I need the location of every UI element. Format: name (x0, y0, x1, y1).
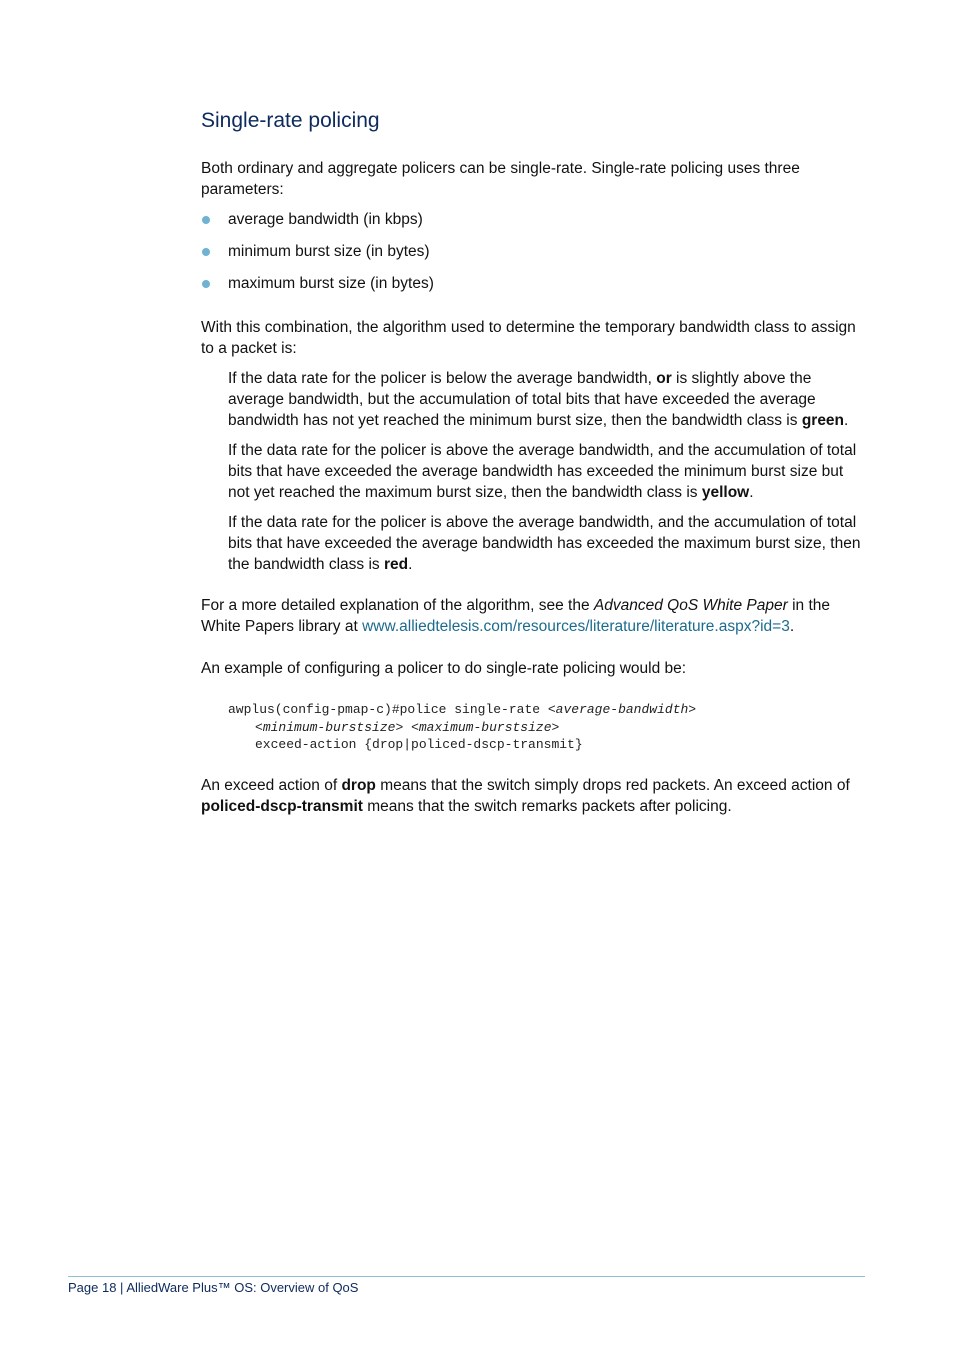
code-arg-maximum-burstsize: maximum-burstsize (418, 719, 552, 735)
class-red: red (383, 556, 409, 573)
code-bracket: > (688, 702, 697, 717)
red-rule-paragraph (228, 512, 866, 575)
white-paper-title: Advanced QoS White Paper (593, 597, 788, 614)
list-item (201, 209, 866, 230)
code-block (228, 701, 866, 754)
code-line (228, 736, 866, 754)
code-bracket: > (395, 719, 404, 735)
rule-text: If the data rate for the policer is above the average bandwidth, and the accumulation of total bits that have exceeded the average bandwidth has exceeded the maximum burst size, then the bandwidth class is (228, 514, 861, 573)
code-bracket: < (547, 702, 556, 717)
parameter-label: minimum burst size (in bytes) (228, 243, 430, 260)
list-item (201, 273, 866, 294)
intro-paragraph: Both ordinary and aggregate policers can be single-rate. Single-rate policing uses three parameters: (201, 160, 800, 198)
explanation-text: An exceed action of (201, 776, 342, 794)
exceed-explanation-paragraph (201, 775, 866, 817)
parameter-label: average bandwidth (in kbps) (228, 211, 423, 228)
footer-divider (68, 1276, 865, 1277)
bullet-icon (202, 248, 210, 256)
class-yellow: yellow (701, 484, 750, 501)
section-heading: Single-rate policing (201, 109, 380, 132)
literature-link[interactable]: www.alliedtelesis.com/resources/literature/literature.aspx?id=3 (362, 618, 790, 635)
code-command: awplus(config-pmap-c)#police single-rate (228, 702, 548, 717)
yellow-rule-paragraph (228, 440, 866, 503)
rule-end: . (749, 484, 754, 501)
rule-text: If the data rate for the policer is above the average bandwidth, and the accumulation of total bits that have exceeded the average bandwidth has exceeded the minimum burst size but not yet reached the maximum burst size, then the bandwidth class is (228, 442, 857, 501)
rule-end: . (408, 556, 413, 573)
parameter-list (201, 209, 866, 294)
example-lead-paragraph: An example of configuring a policer to do single-rate policing would be: (201, 660, 687, 677)
class-green: green (801, 412, 845, 429)
code-bracket: < (411, 719, 419, 735)
keyword-drop: drop (341, 776, 376, 794)
rule-text: is slightly above the average bandwidth, but the accumulation of total bits that have exceeded the average bandwidth has not yet reached the minimum burst size, then the bandwidth class is (228, 370, 816, 429)
more-info-end: . (789, 618, 795, 635)
code-space (403, 720, 411, 735)
code-bracket: < (255, 719, 263, 735)
code-arg-minimum-burstsize: minimum-burstsize (262, 719, 396, 735)
explanation-text: means that the switch simply drops red packets. An exceed action of (375, 776, 850, 794)
code-line (228, 719, 866, 737)
more-info-text: in the White Papers library at (201, 597, 830, 635)
bullet-icon (202, 280, 210, 288)
parameter-label: maximum burst size (in bytes) (228, 275, 434, 292)
algorithm-lead-paragraph: With this combination, the algorithm used to determine the temporary bandwidth class to assign to a packet is: (201, 319, 856, 357)
code-arg-average-bandwidth: average-bandwidth (555, 702, 689, 717)
bullet-icon (202, 216, 210, 224)
main-content (201, 106, 866, 817)
explanation-text: means that the switch remarks packets after policing. (362, 797, 732, 815)
green-rule-paragraph (228, 368, 866, 431)
rule-end: . (844, 412, 849, 429)
keyword-policed-dscp-transmit: policed-dscp-transmit (201, 797, 363, 815)
emphasis-or: or (656, 370, 672, 387)
more-info-paragraph (201, 595, 866, 637)
code-exceed-action: exceed-action {drop|policed-dscp-transmit} (255, 737, 583, 752)
more-info-text: For a more detailed explanation of the algorithm, see the (201, 597, 594, 614)
list-item (201, 241, 866, 262)
page-footer: Page 18 | AlliedWare Plus™ OS: Overview of QoS (68, 1280, 359, 1295)
code-line (228, 701, 866, 719)
rule-text: If the data rate for the policer is below the average bandwidth, (228, 370, 657, 387)
code-bracket: > (551, 719, 560, 735)
